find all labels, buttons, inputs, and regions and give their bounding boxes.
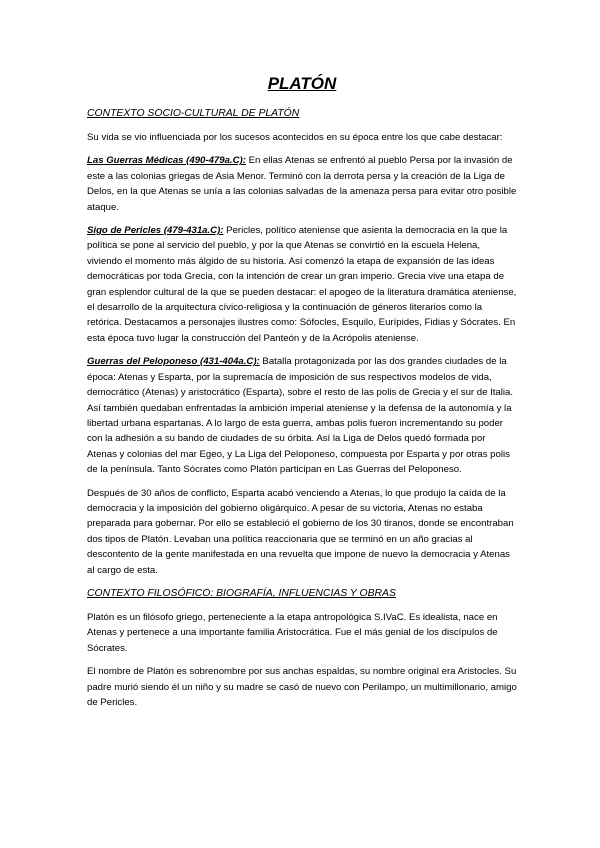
document-body	[87, 72, 517, 718]
intro-paragraph: Su vida se vio influenciada por los sucesos acontecidos en su época entre los que cabe destacar:	[87, 132, 503, 143]
paragraph-biography-2: El nombre de Platón es sobrenombre por sus anchas espaldas, su nombre original era Aristocles. Su padre murió siendo él un niño y su madre se casó de nuevo con Perilampo, un multimillonario, amigo de Pericles.	[87, 666, 517, 708]
paragraph-guerras-peloponeso	[87, 354, 517, 477]
term-guerras-medicas: Las Guerras Médicas (490-479a.C):	[87, 155, 246, 167]
term-siglo-pericles: Sigo de Pericles (479-431a.C):	[87, 225, 224, 237]
page-title: PLATÓN	[267, 74, 337, 93]
text-guerras-medicas: En ellas Atenas se enfrentó al pueblo Persa por la invasión de este a las colonias griegas de Asia Menor. Terminó con la derrota persa y la creación de la Liga de Delos, en la que Atenas se unía a las colonias salvadas de la amenaza persa para evitar otro posible ataque.	[87, 155, 517, 213]
section-heading-socio-cultural: CONTEXTO SOCIO-CULTURAL DE PLATÓN	[87, 108, 300, 119]
term-guerras-peloponeso: Guerras del Peloponeso (431-404a.C):	[87, 356, 260, 368]
text-guerras-peloponeso: Batalla protagonizada por las dos grandes ciudades de la época: Atenas y Esparta, por la supremacía de imposición de sus respectivos modelos de vida, democrático (Atenas) y aristocrático (Esparta), sobre el resto de las polis de Grecia y el sur de Italia. Así también quedaban enfrentadas la ambición imperial ateniense y la defensa de la autonomía y la libertad urbana espartanas. A lo largo de esta guerra, ambas polis fueron incrementando su poder con la adhesión a su bando de ciudades de su órbita. Así la Liga de Delos quedó formada por Atenas y colonias del mar Egeo, y La Liga del Peloponeso, compuesta por Esparta y por otras polis de la península. Tanto Sócrates como Platón participan en Las Guerras del Peloponeso.	[87, 356, 514, 476]
paragraph-biography-1: Platón es un filósofo griego, perteneciente a la etapa antropológica S.IVaC. Es idealista, nace en Atenas y pertenece a una importante familia Aristocrática. Fue el más genial de los discípulos de Sócrates.	[87, 611, 498, 654]
section-heading-philosophical: CONTEXTO FILOSÓFICO: BIOGRAFÍA, INFLUENCIAS Y OBRAS	[87, 587, 396, 599]
text-siglo-pericles: Pericles, político ateniense que asienta la democracia en la que la política se pone al servicio del pueblo, y por la que Atenas se convirtió en la escuela Helena, viviendo el momento más álgido de su historia. Así comenzó la etapa de expansión de las ideas democráticas por toda Grecia, con la intención de crear un gran imperio. Grecia vive una etapa de gran esplendor cultural de la que se pueden destacar: el apogeo de la literatura dramática ateniense, el desarrollo de la arquitectura cívico-religiosa y la continuación de géneros literarios como la retórica. Destacamos a personajes ilustres como: Sófocles, Esquilo, Eurípides, Fidias y Sócrates. En esta época tuvo lugar la construcción del Panteón y de la Acrópolis ateniense.	[87, 225, 517, 344]
paragraph-siglo-pericles	[87, 223, 517, 346]
paragraph-guerras-medicas	[87, 153, 517, 215]
paragraph-conflict-aftermath: Después de 30 años de conflicto, Esparta acabó venciendo a Atenas, lo que produjo la caída de la democracia y la imposición del gobierno oligárquico. A pesar de su victoria, Atenas no estaba preparada para gobernar. Por ello se estableció el gobierno de los 30 tiranos, donde se encontraban dos tipos de Platón. Levaban una política reaccionaria que se terminó en un año gracias al descontento de la gente manifestada en una revuelta que impone de nuevo la democracia y Atenas al cargo de esta.	[87, 487, 514, 576]
